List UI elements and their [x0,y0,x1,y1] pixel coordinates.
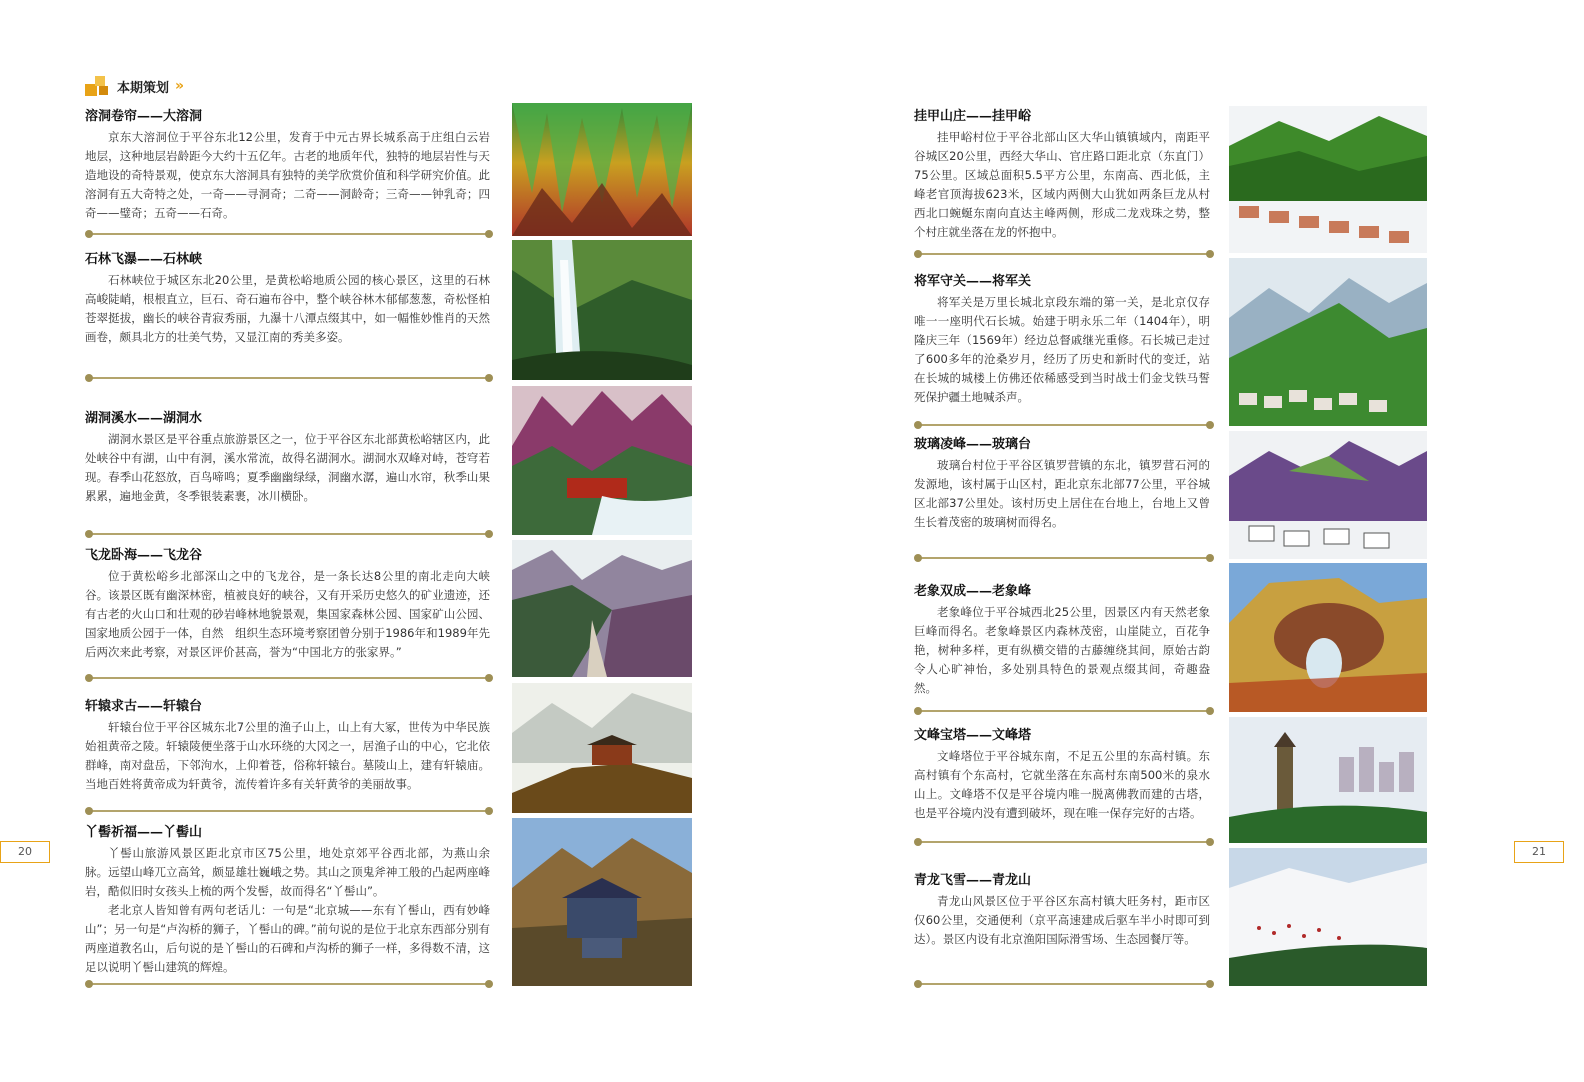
divider [89,377,489,379]
right-page [792,0,1584,1082]
double-chevron-right-icon: » [175,78,181,94]
entry-shilinxia [85,251,490,347]
section-logo-icon [85,76,111,96]
divider [89,677,489,679]
entry-title: 飞龙卧海——飞龙谷 [85,548,203,563]
entry-feilonggu [85,547,490,662]
entry-title: 石林飞瀑——石林峡 [85,252,203,267]
entry-title: 老象双成——老象峰 [914,584,1032,599]
entry-hudongshui [85,410,490,506]
photo-green-hills-village [1229,106,1427,253]
entry-title: 将军守关——将军关 [914,274,1032,289]
entry-text: 老北京人皆知曾有两句老话儿：一句是“北京城——东有丫髻山，西有妙峰山”；另一句是“卢沟桥的狮子，丫髻山的碑。”前句说的是位于北京东西部分别有两座道教名山，后句说的是丫髻山的石碑和卢沟桥的狮子一样，多得数不清，这足以说明丫髻山建筑的辉煌。 [85,903,490,974]
entry-xuanyuantai [85,698,490,794]
entry-jiangjunguan [914,273,1210,407]
photo-ski-slope [1229,848,1427,986]
entry-yajishan [85,824,490,977]
entry-title: 文峰宝塔——文峰塔 [914,728,1032,743]
entry-text: 石林峡位于城区东北20公里，是黄松峪地质公园的核心景区，这里的石林高峻陡峭，根根直立，巨石、奇石遍布谷中，整个峡谷林木郁郁葱葱，奇松怪柏苍翠挺拔，幽长的峡谷青寂秀丽，九瀑十八潭点缀其中，如一幅惟妙惟肖的天然画卷，颇具北方的壮美气势，又显江南的秀美多姿。 [85,273,490,344]
photo-cave-stalactites [512,103,692,236]
photo-great-wall-mountains [1229,258,1427,426]
entry-text: 挂甲峪村位于平谷北部山区大华山镇镇域内，南距平谷城区20公里，西经大华山、官庄路口距北京（东直门）75公里。区域总面积5.5平方公里，东南高、西北低，主峰老官顶海拔623米，区域内两侧大山犹如两条巨龙从村西北口蜿蜒东南向直达主峰两侧，形成二龙戏珠之势，整个村庄就坐落在龙的怀抱中。 [914,130,1210,239]
entry-title: 挂甲山庄——挂甲峪 [914,109,1032,124]
divider [89,233,489,235]
divider [918,424,1210,426]
divider [918,557,1210,559]
section-header [85,75,180,97]
entry-text: 京东大溶洞位于平谷东北12公里，发育于中元古界长城系高于庄组白云岩地层，这种地层岩龄距今大约十五亿年。古老的地质年代，独特的地层岩性与天造地设的奇特景观，使京东大溶洞具有独特的美学欣赏价值和科学研究价值。此溶洞有五大奇特之处，一奇——寻洞奇；二奇——洞龄奇；三奇——钟乳奇；四奇——璧奇；五奇——石奇。 [85,130,490,220]
divider [918,983,1210,985]
page-number-left: 20 [0,841,50,863]
photo-waterfall-forest [512,240,692,380]
divider [89,983,489,985]
entry-title: 溶洞卷帘——大溶洞 [85,109,203,124]
entry-text: 位于黄松峪乡北部深山之中的飞龙谷，是一条长达8公里的南北走向大峡谷。该景区既有幽深林密，植被良好的峡谷，又有开采历史悠久的矿业遗迹，还有古老的火山口和壮观的砂岩峰林地貌景观，集国家森林公园、国家矿山公园、国家地质公园于一体，自然 组织生态环境考察团曾分别于1986年和1989年先后两次来此考察，对景区评价甚高，誉为“中国北方的张家界。” [85,569,490,659]
entry-dadongdong [85,108,490,223]
entry-guajiayu [914,108,1210,242]
section-title: 本期策划 [117,80,170,96]
entry-text: 湖洞水景区是平谷重点旅游景区之一，位于平谷区东北部黄松峪辖区内，此处峡谷中有湖，山中有洞，溪水常流，故得名湖洞水。湖洞水双峰对峙，苍穹若现。春季山花怒放，百鸟啼鸣；夏季幽幽绿绿，洞幽水潺，遍山水帘，秋季山果累累，遍地金黄，冬季银装素裹，冰川横卧。 [85,432,490,503]
entry-title: 轩辕求古——轩辕台 [85,699,203,714]
entry-title: 玻璃凌峰——玻璃台 [914,437,1032,452]
entry-text: 文峰塔位于平谷城东南，不足五公里的东高村镇。东高村镇有个东高村，它就坐落在东高村东南500米的泉水山上。文峰塔不仅是平谷境内唯一脱离佛教而建的古塔，也是平谷境内没有遭到破坏，现在唯一保存完好的古塔。 [914,749,1210,820]
entry-qinglongshan [914,872,1210,949]
entry-text: 轩辕台位于平谷区城东北7公里的渔子山上，山上有大冢，世传为中华民族始祖黄帝之陵。轩辕陵便坐落于山水环绕的大冈之一，居渔子山的中心，它北依群峰，南对盘岳，下邻泃水，上仰着苍，俗称轩辕台。墓陵山上，建有轩辕庙。当地百姓将黄帝成为轩黄爷，流传着许多有关轩黄爷的美丽故事。 [85,720,490,791]
divider [89,810,489,812]
divider [918,253,1210,255]
entry-text: 老象峰位于平谷城西北25公里，因景区内有天然老象巨峰而得名。老象峰景区内森林茂密，山崖陡立，百花争艳，树种多样，更有纵横交错的古藤缠绕其间，原始古韵令人心旷神怡，多处别具特色的景观点缀其间，奇趣盎然。 [914,605,1210,695]
photo-canyon-valley [512,540,692,677]
photo-purple-ridge-village [1229,431,1427,559]
entry-bolitai [914,436,1210,532]
divider [918,710,1210,712]
divider [918,841,1210,843]
photo-lake-gate-waterfall [512,386,692,535]
divider [89,533,489,535]
photo-temple-on-peak [512,683,692,813]
entry-wenfengta [914,727,1210,823]
entry-title: 青龙飞雪——青龙山 [914,873,1032,888]
photo-mountain-monastery [512,818,692,986]
entry-title: 丫髻祈福——丫髻山 [85,825,203,840]
photo-wenfeng-pagoda [1229,717,1427,843]
entry-text: 玻璃台村位于平谷区镇罗营镇的东北，镇罗营石河的发源地，该村属于山区村，距北京东北部77公里，平谷城区北部37公里处。该村历史上居住在台地上，台地上又曾生长着茂密的玻璃树而得名。 [914,458,1210,529]
entry-title: 湖洞溪水——湖洞水 [85,411,203,426]
entry-text: 将军关是万里长城北京段东端的第一关，是北京仅存唯一一座明代石长城。始建于明永乐二年（1404年），明隆庆三年（1569年）经边总督戚继光重修。石长城已走过了600多年的沧桑岁月，经历了历史和新时代的变迁，站在长城的城楼上仿佛还依稀感受到当时战士们金戈铁马誓死保护疆土地喊杀声。 [914,295,1210,404]
entry-text: 青龙山风景区位于平谷区东高村镇大旺务村，距市区仅60公里，交通便利（京平高速建成后驱车半小时即可到达）。景区内设有北京渔阳国际滑雪场、生态园餐厅等。 [914,894,1210,946]
photo-elephant-rock [1229,563,1427,712]
entry-laoxiangfeng [914,583,1210,698]
page-number-right: 21 [1514,841,1564,863]
entry-text: 丫髻山旅游风景区距北京市区75公里，地处京郊平谷西北部，为燕山余脉。远望山峰兀立高耸，颇显雄壮巍峨之势。其山之顶鬼斧神工般的凸起两座峰岩，酷似旧时女孩头上梳的两个发髻，故而得名“丫髻山”。 [85,846,490,898]
